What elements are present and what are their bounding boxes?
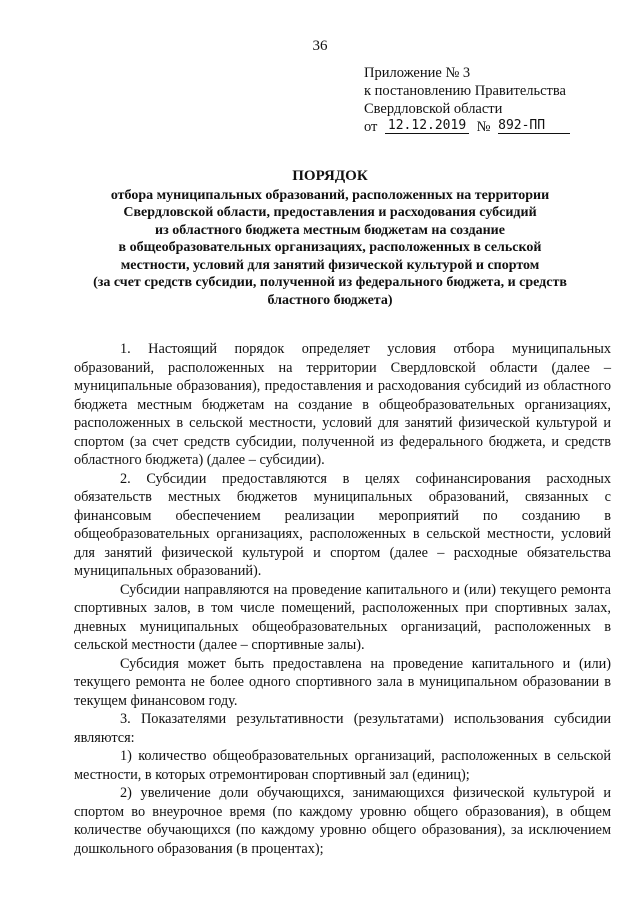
appendix-line-3: Свердловской области: [364, 101, 503, 117]
title-heading: ПОРЯДОК: [292, 168, 368, 184]
title-line: из областного бюджета местным бюджетам на создание: [155, 222, 505, 238]
title-line: отбора муниципальных образований, расположенных на территории: [110, 187, 550, 203]
title-line: Свердловской области, предоставления и расходования субсидий: [123, 205, 537, 220]
number-label: №: [476, 119, 491, 135]
list-item-1: 1) количество общеобразовательных организаций, расположенных в сельской местности, в которых отремонтирован спортивный зал (единиц);: [74, 748, 611, 783]
page-number: 36: [312, 38, 328, 54]
document-body: [74, 340, 611, 858]
title-line: (за счет средств субсидии, полученной из федерального бюджета, и средств: [93, 275, 567, 290]
paragraph-2-sub-2: Субсидия может быть предоставлена на проведение капитального и (или) текущего ремонта не более одного спортивного зала в муниципальном образовании в текущем финансовом году.: [74, 655, 611, 709]
paragraph-2: 2. Субсидии предоставляются в целях софинансирования расходных обязательств местных бюджетов муниципальных образований, связанных с финансовым обеспечением реализации мероприятий по созданию в общеобразовательных организациях, расположенных в сельской местности, условий для занятий физической культурой и спортом (далее – расходные обязательства муниципальных образований).: [74, 470, 611, 579]
title-line: в общеобразовательных организациях, расположенных в сельской: [118, 240, 542, 255]
resolution-reference: [364, 118, 624, 136]
title-line: местности, условий для занятий физической культурой и спортом: [120, 257, 540, 273]
list-item-2: 2) увеличение доли обучающихся, занимающихся физической культурой и спортом во внеурочное время (по каждому уровню общего образования), в общем количестве обучающихся (по каждому уровню общего образования), за исключением дошкольного образования (в процентах);: [74, 785, 611, 857]
document-title: [60, 168, 600, 309]
paragraph-1: 1. Настоящий порядок определяет условия отбора муниципальных образований, расположенных на территории Свердловской области (далее – муниципальные образования), предоставления и расходования субсидий из областного бюджета местным бюджетам на создание в общеобразовательных организациях, расположенных в сельской местности, условий для занятий физической культурой и спортом (за счет средств субсидии, полученной из федерального бюджета, и средств областного бюджета) (далее – субсидии).: [74, 341, 611, 468]
appendix-line-1: Приложение № 3: [364, 65, 471, 81]
from-label: от: [364, 119, 378, 135]
appendix-header: [364, 64, 624, 136]
paragraph-3: 3. Показателями результативности (результатами) использования субсидии являются:: [74, 711, 611, 746]
paragraph-2-sub-1: Субсидии направляются на проведение капитального и (или) текущего ремонта спортивных залов, в том числе помещений, расположенных при спортивных залах, дневных муниципальных общеобразовательных организаций, расположенных в сельской местности (далее – спортивные залы).: [74, 581, 611, 653]
title-line: бластного бюджета): [267, 292, 393, 308]
appendix-line-2: к постановлению Правительства: [364, 83, 566, 99]
resolution-number: 892-ПП: [498, 119, 570, 134]
resolution-date: 12.12.2019: [385, 119, 469, 134]
